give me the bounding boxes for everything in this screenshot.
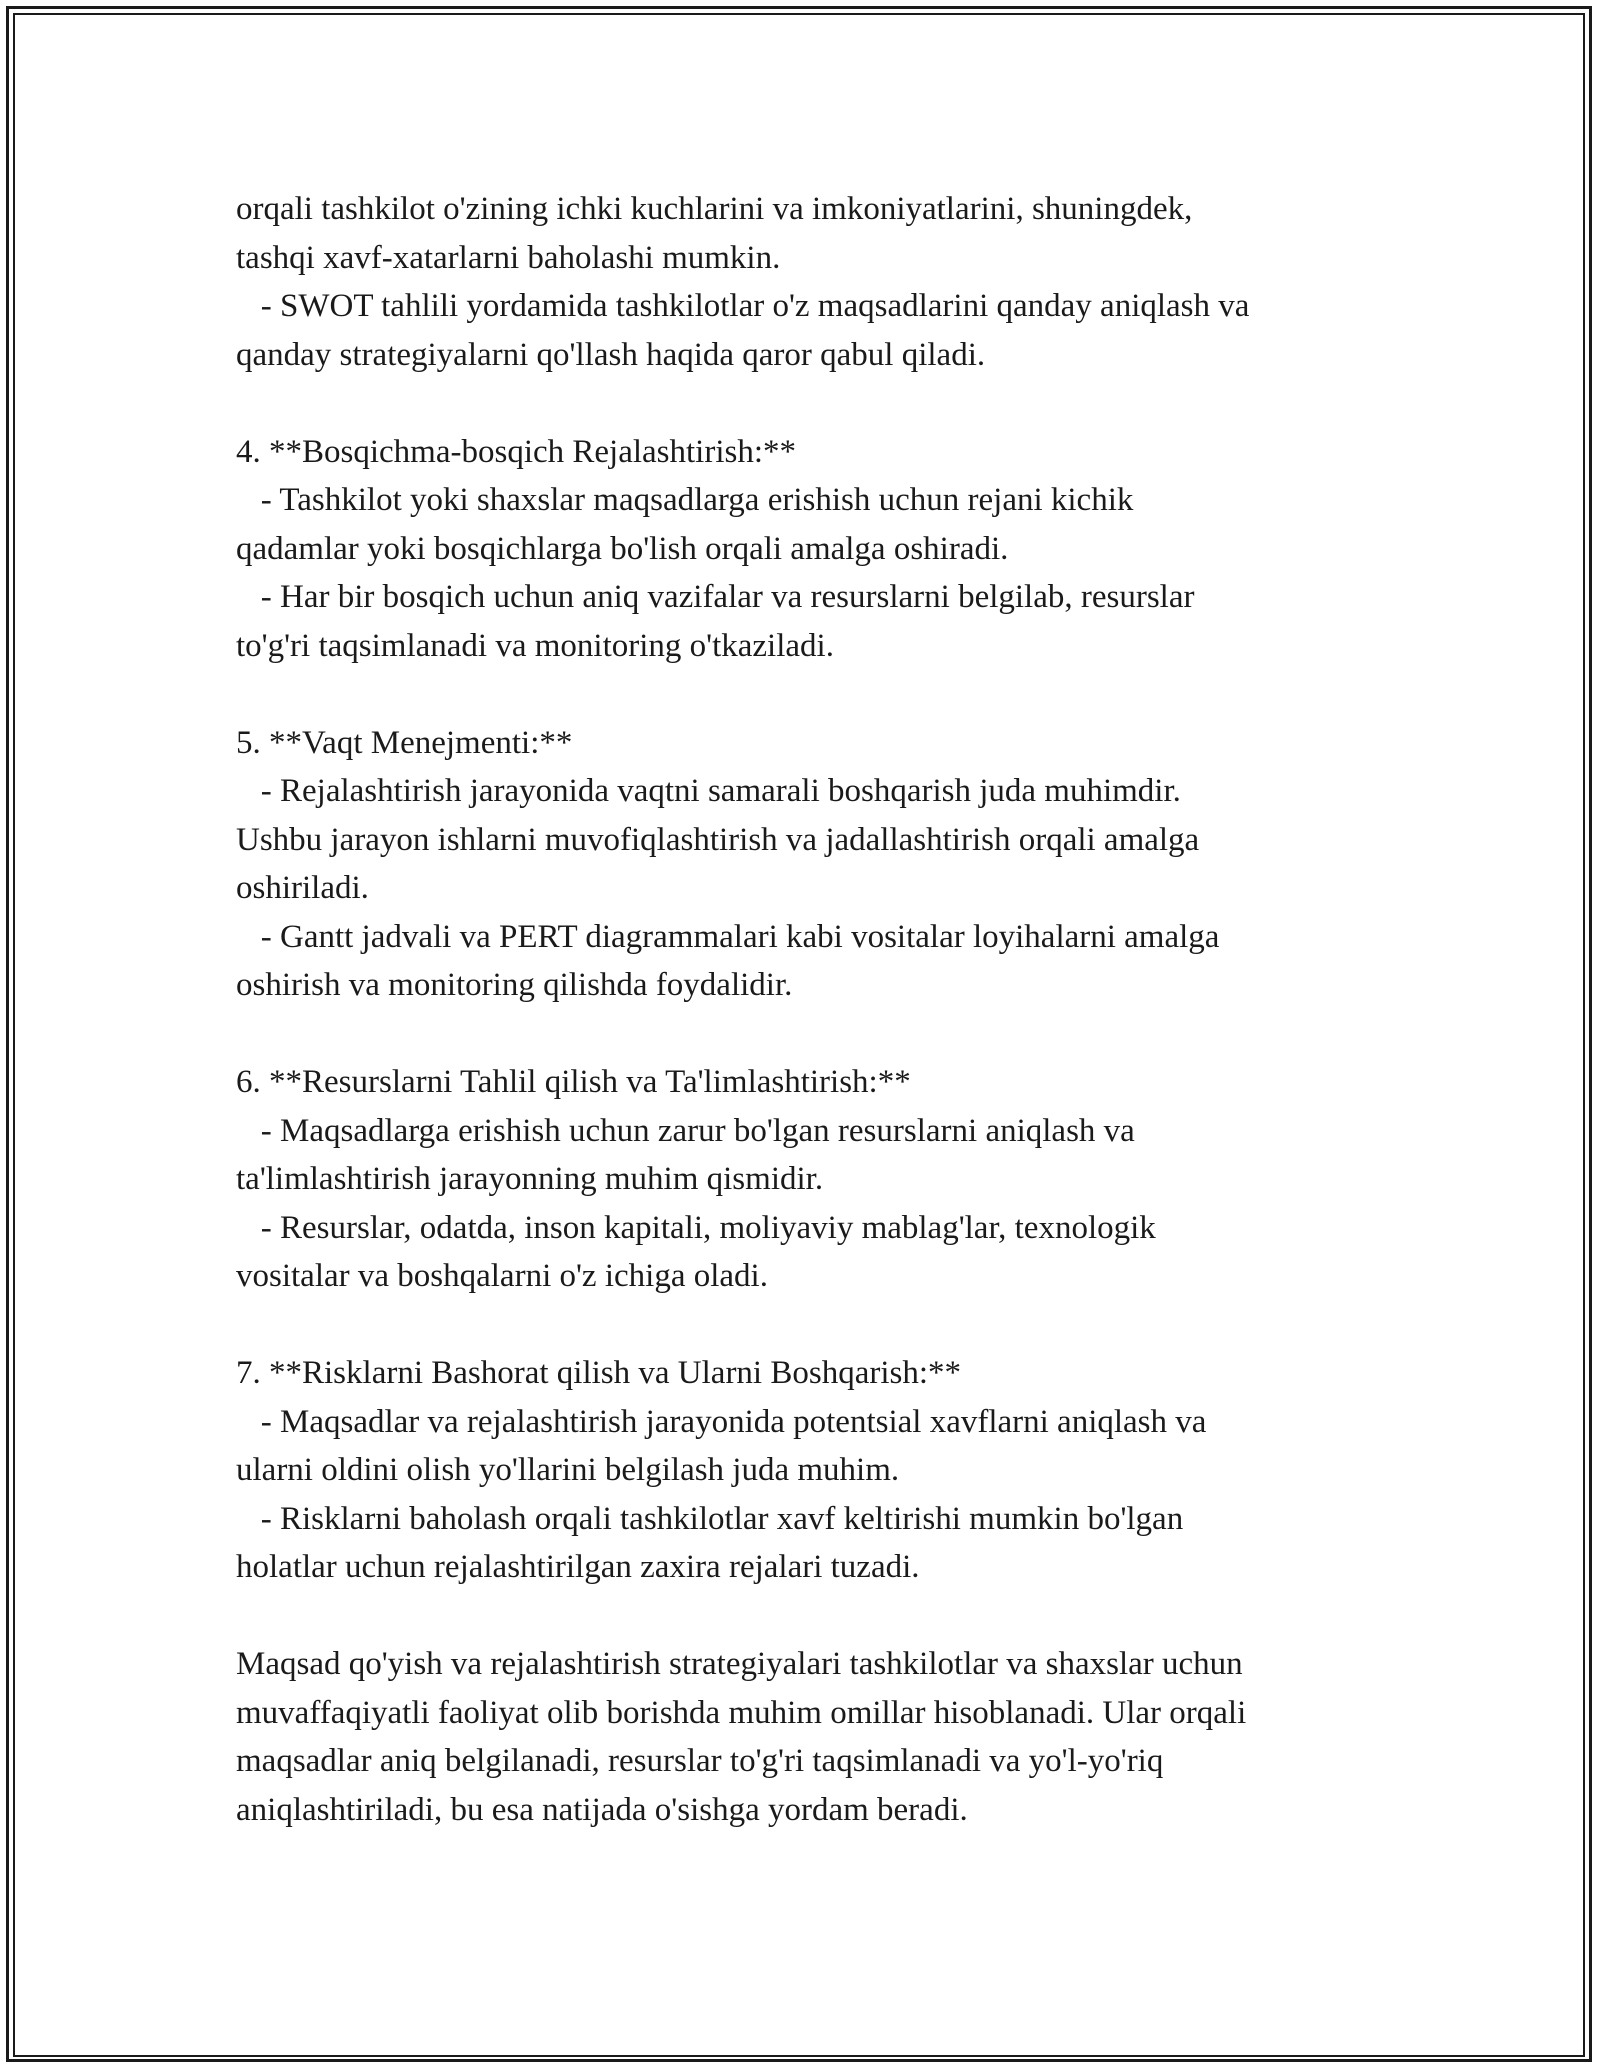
text-line: tashqi xavf-xatarlarni baholashi mumkin. xyxy=(236,239,781,276)
text-line: - Tashkilot yoki shaxslar maqsadlarga erishish uchun rejani kichik xyxy=(236,482,1134,518)
document-body xyxy=(236,185,1396,1883)
text-line: maqsadlar aniq belgilanadi, resurslar to'g'ri taqsimlanadi va yo'l-yo'riq xyxy=(236,1743,1164,1779)
section-5 xyxy=(236,719,1396,1010)
text-line: - Resurslar, odatda, inson kapitali, moliyaviy mablag'lar, texnologik xyxy=(236,1209,1156,1246)
section-7 xyxy=(236,1349,1396,1592)
text-line: oshirish va monitoring qilishda foydalidir. xyxy=(236,967,793,1003)
text-line: - Gantt jadvali va PERT diagrammalari kabi vositalar loyihalarni amalga xyxy=(236,918,1220,955)
text-line: qanday strategiyalarni qo'llash haqida qaror qabul qiladi. xyxy=(236,336,986,373)
text-line: - Risklarni baholash orqali tashkilotlar xavf keltirishi mumkin bo'lgan xyxy=(236,1500,1184,1537)
intro-paragraph xyxy=(236,185,1396,379)
text-line: aniqlashtiriladi, bu esa natijada o'sishga yordam beradi. xyxy=(236,1791,968,1828)
text-line: Ushbu jarayon ishlarni muvofiqlashtirish va jadallashtirish orqali amalga xyxy=(236,821,1200,858)
text-line: muvaffaqiyatli faoliyat olib borishda muhim omillar hisoblanadi. Ular orqali xyxy=(236,1694,1247,1731)
section-4 xyxy=(236,428,1396,671)
text-line: oshiriladi. xyxy=(236,870,369,906)
text-line: - Har bir bosqich uchun aniq vazifalar va resurslarni belgilab, resurslar xyxy=(236,579,1195,615)
text-line: ularni oldini olish yo'llarini belgilash juda muhim. xyxy=(236,1452,900,1488)
text-line: - Maqsadlar va rejalashtirish jarayonida potentsial xavflarni aniqlash va xyxy=(236,1403,1207,1440)
text-line: - SWOT tahlili yordamida tashkilotlar o'z maqsadlarini qanday aniqlash va xyxy=(236,288,1250,324)
section-heading: 4. **Bosqichma-bosqich Rejalashtirish:** xyxy=(236,433,797,470)
text-line: - Rejalashtirish jarayonida vaqtni samarali boshqarish juda muhimdir. xyxy=(236,773,1181,809)
text-line: qadamlar yoki bosqichlarga bo'lish orqali amalga oshiradi. xyxy=(236,530,1009,567)
text-line: ta'limlashtirish jarayonning muhim qismidir. xyxy=(236,1161,824,1197)
text-line: - Maqsadlarga erishish uchun zarur bo'lgan resurslarni aniqlash va xyxy=(236,1112,1135,1149)
text-line: Maqsad qo'yish va rejalashtirish strategiyalari tashkilotlar va shaxslar uchun xyxy=(236,1646,1243,1682)
section-heading: 6. **Resurslarni Tahlil qilish va Ta'limlashtirish:** xyxy=(236,1064,911,1100)
text-line: orqali tashkilot o'zining ichki kuchlarini va imkoniyatlarini, shuningdek, xyxy=(236,191,1193,227)
section-heading: 5. **Vaqt Menejmenti:** xyxy=(236,724,573,761)
section-6 xyxy=(236,1058,1396,1301)
conclusion-paragraph xyxy=(236,1640,1396,1834)
text-line: holatlar uchun rejalashtirilgan zaxira rejalari tuzadi. xyxy=(236,1549,920,1585)
text-line: vositalar va boshqalarni o'z ichiga oladi. xyxy=(236,1258,768,1294)
text-line: to'g'ri taqsimlanadi va monitoring o'tkaziladi. xyxy=(236,627,834,664)
section-heading: 7. **Risklarni Bashorat qilish va Ularni Boshqarish:** xyxy=(236,1355,962,1391)
